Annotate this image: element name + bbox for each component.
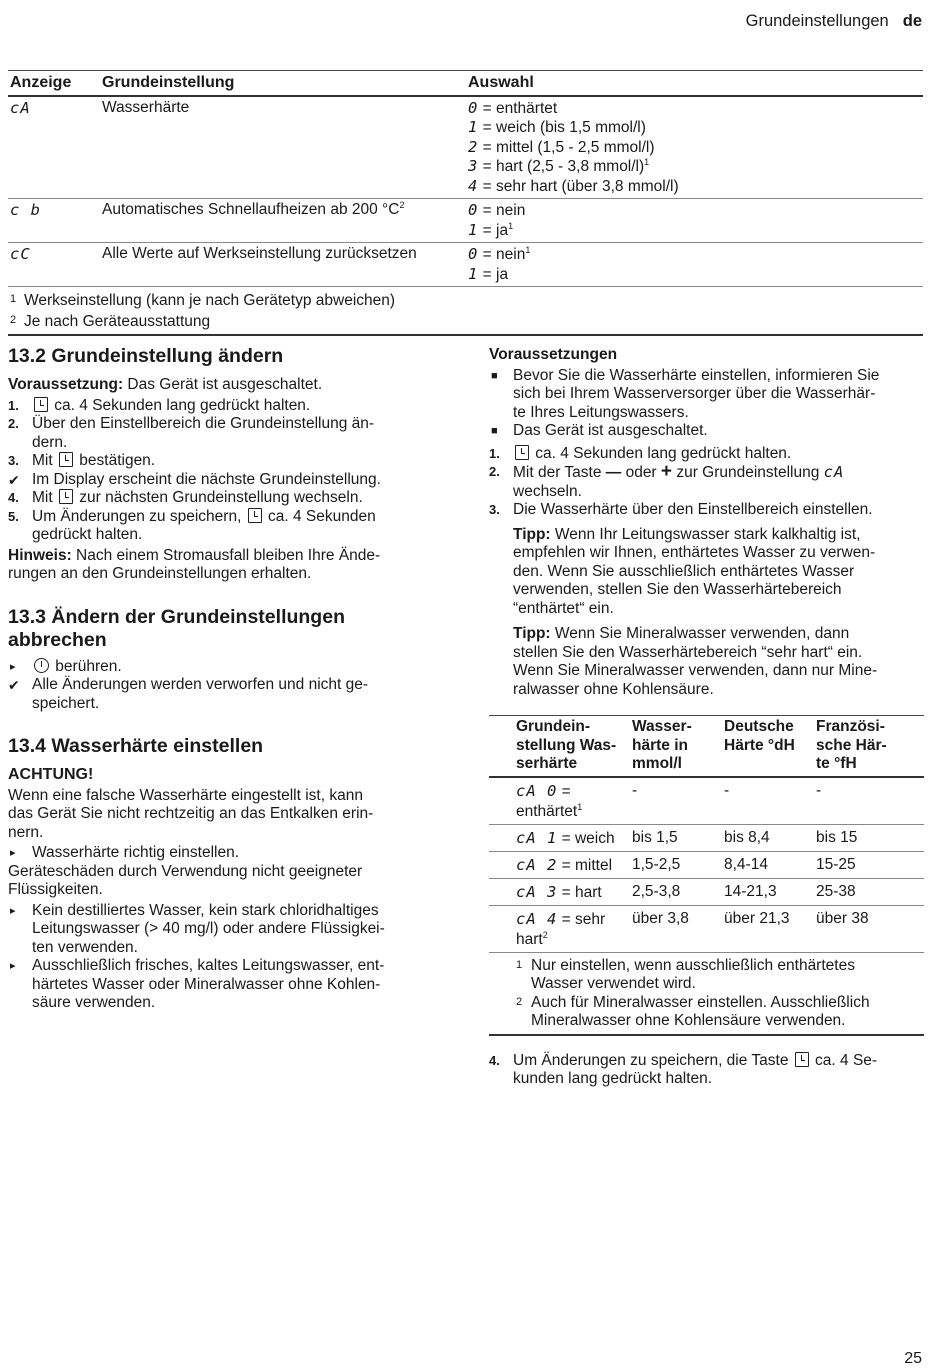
table-footnotes [489, 952, 924, 1035]
settings-table-header [8, 71, 923, 96]
hardness-setting: cA 0 = enthärtet$^1$ [489, 777, 630, 825]
timer-key-icon [59, 452, 73, 467]
dh-value: - [722, 777, 814, 825]
option-line: 2 = mittel (1,5 - 2,5 mmol/l) [468, 137, 655, 156]
hardness-setting: cA 3 = hart [489, 878, 630, 905]
checkmark-icon: ✔ [8, 677, 20, 693]
hardness-table [489, 715, 924, 1036]
minus-icon: — [605, 464, 622, 481]
page-header [746, 12, 922, 31]
checkmark-icon: ✔ [8, 471, 20, 488]
result: ✔ Im Display erscheint die nächste Grundeinstellung. [8, 470, 381, 488]
hardness-setting: cA 2 = mittel [489, 851, 630, 878]
option-line: 0 = nein [468, 201, 526, 219]
table-footnotes [8, 287, 923, 336]
list-item: ■ Das Gerät ist ausgeschaltet. [491, 422, 708, 439]
fh-value: bis 15 [814, 824, 924, 851]
col-header-anzeige: Anzeige [8, 71, 100, 96]
col-header-setting: Grundein- stellung Was- serhärte [489, 716, 630, 777]
note: Hinweis: Nach einem Stromausfall bleiben Ihre Ände- rungen an den Grundeinstellungen erhalten. [8, 546, 381, 582]
list-item: ■ Bevor Sie die Wasserhärte einstellen, informieren Sie sich bei Ihrem Wasserversorger über die Wasserhär- te Ihres Leitungswassers. [491, 366, 880, 421]
table-row [489, 824, 924, 851]
table-row [489, 777, 924, 825]
mmol-value: bis 1,5 [630, 824, 722, 851]
triangle-bullet-icon: ▸ [10, 660, 16, 673]
hardness-setting: cA 1 = weich [489, 824, 630, 851]
triangle-bullet-icon: ▸ [10, 960, 16, 972]
fh-value: 25-38 [814, 878, 924, 905]
footnote: 2 Auch für Mineralwasser einstellen. Ausschließlich Mineralwasser ohne Kohlensäure verwenden. [516, 993, 870, 1029]
section-heading-13-2: 13.2 Grundeinstellung ändern [8, 345, 284, 367]
prerequisites-heading: Voraussetzungen [489, 346, 618, 363]
timer-key-icon [248, 508, 262, 523]
dh-value: bis 8,4 [722, 824, 814, 851]
footnote: 1 Nur einstellen, wenn ausschließlich enthärtetes Wasser verwendet wird. [516, 956, 855, 992]
timer-key-icon [34, 397, 48, 412]
col-header-fh: Französi- sche Här- te °fH [814, 716, 924, 777]
dh-value: 8,4-14 [722, 851, 814, 878]
step: 4. Um Änderungen zu speichern, die Taste ca. 4 Se- kunden lang gedrückt halten. [489, 1051, 878, 1087]
step: 5. Um Änderungen zu speichern, ca. 4 Sekunden gedrückt halten. [8, 507, 376, 543]
timer-key-icon [515, 445, 529, 460]
col-header-mmol: Wasser- härte in mmol/l [630, 716, 722, 777]
setting-options [466, 96, 923, 199]
table-row [8, 199, 923, 243]
footnote: 1 Werkseinstellung (kann je nach Gerätetyp abweichen) [10, 292, 396, 309]
step: 3. Die Wasserhärte über den Einstellbereich einstellen. [489, 501, 873, 518]
hardness-setting: cA 4 = sehr hart$^2$ [489, 905, 630, 952]
left-column [8, 345, 433, 1013]
right-column [489, 346, 924, 1089]
display-code: c b [8, 199, 100, 243]
col-header-dh: Deutsche Härte °dH [722, 716, 814, 777]
section-title: Grundeinstellungen [745, 12, 889, 30]
dh-value: 14-21,3 [722, 878, 814, 905]
setting-options [466, 243, 923, 287]
mmol-value: - [630, 777, 722, 825]
square-bullet-icon: ■ [491, 369, 498, 382]
table-row [489, 905, 924, 952]
warning-text: Geräteschäden durch Verwendung nicht geeigneter Flüssigkeiten. [8, 862, 363, 898]
table-row [489, 851, 924, 878]
display-code: cA [8, 96, 100, 199]
step: 4. Mit zur nächsten Grundeinstellung wechseln. [8, 489, 363, 506]
step: 1. ca. 4 Sekunden lang gedrückt halten. [489, 444, 792, 462]
power-icon [34, 658, 49, 673]
timer-key-icon [795, 1052, 809, 1067]
section-heading-13-3: 13.3 Ändern der Grundeinstellungen abbrechen [8, 605, 345, 651]
fh-value: - [814, 777, 924, 825]
option-line: 0 = enthärtet [468, 98, 558, 117]
footnote: 2 Je nach Geräteausstattung [10, 312, 211, 330]
warning-text: Wenn eine falsche Wasserhärte eingestellt ist, kann das Gerät Sie nicht rechtzeitig an das Entkalken erin- nern. [8, 786, 374, 841]
display-code: cC [8, 243, 100, 287]
triangle-bullet-icon: ▸ [10, 904, 16, 917]
setting-name: Automatisches Schnellaufheizen ab 200 $^\circ C^2$ [100, 199, 466, 243]
option-line: $1 = ja^1$ [468, 220, 514, 239]
triangle-bullet-icon: ▸ [10, 847, 16, 859]
col-header-auswahl: Auswahl [466, 71, 923, 96]
mmol-value: 1,5-2,5 [630, 851, 722, 878]
table-row [489, 878, 924, 905]
hardness-table-header [489, 716, 924, 777]
result: ✔ Alle Änderungen werden verworfen und nicht ge- speichert. [8, 676, 369, 712]
tip: Tipp: Wenn Ihr Leitungswasser stark kalkhaltig ist, empfehlen wir Ihnen, enthärtetes Wasser zu verwen- den. Wenn Sie ausschließlich enthärtetes Wasser verwenden, stellen Sie den Wasserhärtebereich “enthärtet“ ein. [513, 525, 876, 617]
dh-value: über 21,3 [722, 905, 814, 952]
option-line: 4 = sehr hart (über 3,8 mmol/l) [468, 176, 679, 195]
prerequisite: Voraussetzung: Das Gerät ist ausgeschaltet. [8, 376, 323, 393]
step: 1. ca. 4 Sekunden lang gedrückt halten. [8, 396, 311, 414]
square-bullet-icon: ■ [491, 425, 498, 437]
settings-table [8, 70, 923, 336]
table-row [8, 96, 923, 199]
plus-icon: + [660, 461, 673, 482]
action: ▸ Kein destilliertes Wasser, kein stark chloridhaltiges Leitungswasser (> 40 mg/l) oder andere Flüssigkei- ten verwenden. [10, 901, 385, 956]
option-line: 0 = nein$^1$ [468, 245, 531, 263]
mmol-value: über 3,8 [630, 905, 722, 952]
step: 2. Über den Einstellbereich die Grundeinstellung än- dern. [8, 415, 375, 451]
action: ▸ berühren. [10, 657, 122, 675]
option-line: 1 = weich (bis 1,5 mmol/l) [468, 118, 646, 136]
section-heading-13-4: 13.4 Wasserhärte einstellen [8, 735, 264, 757]
mmol-value: 2,5-3,8 [630, 878, 722, 905]
warning-label: ACHTUNG! [8, 766, 94, 783]
fh-value: 15-25 [814, 851, 924, 878]
setting-options [466, 199, 923, 243]
timer-key-icon [59, 489, 73, 504]
page-number: 25 [904, 1350, 922, 1367]
setting-name: Wasserhärte [100, 96, 466, 199]
tip: Tipp: Wenn Sie Mineralwasser verwenden, dann stellen Sie den Wasserhärtebereich “sehr hart“ ein. Wenn Sie Mineralwasser verwenden, dann nur Mine- ralwasser ohne Kohlensäure. [513, 625, 878, 698]
fh-value: über 38 [814, 905, 924, 952]
table-row [8, 243, 923, 287]
step: 2. Mit der Taste — oder + zur Grundeinstellung cA wechseln. [489, 461, 845, 500]
action: ▸ Ausschließlich frisches, kaltes Leitungswasser, ent- härtetes Wasser oder Mineralwasser ohne Kohlen- säure verwenden. [10, 957, 385, 1011]
col-header-grundeinstellung: Grundeinstellung [100, 71, 466, 96]
action: ▸ Wasserhärte richtig einstellen. [10, 844, 240, 861]
language-code: de [902, 12, 922, 30]
option-line: 1 = ja [468, 264, 509, 283]
option-line: 3 = hart (2,5 - 3,8 mmol/l)$^1$ [468, 157, 650, 175]
step: 3. Mit bestätigen. [8, 452, 156, 469]
setting-name: Alle Werte auf Werkseinstellung zurücksetzen [100, 243, 466, 287]
